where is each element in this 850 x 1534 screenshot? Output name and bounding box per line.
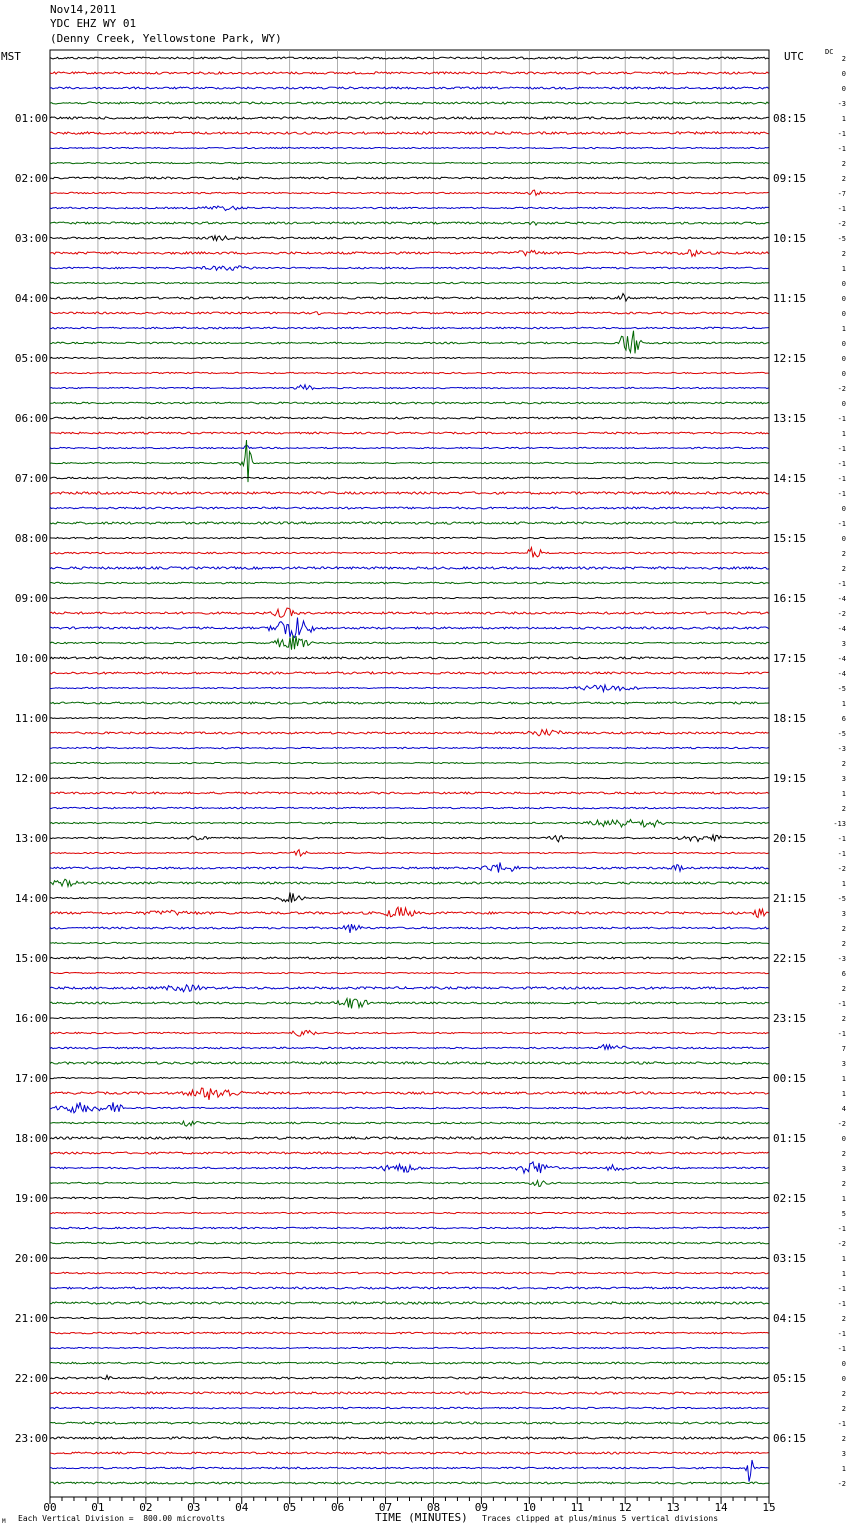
dc-offset-value: -5 xyxy=(837,685,846,693)
grid xyxy=(50,50,769,1497)
seismic-trace xyxy=(50,1332,769,1334)
seismic-trace xyxy=(50,87,769,89)
seismic-trace xyxy=(50,597,769,598)
dc-offset-value: 3 xyxy=(841,775,846,783)
seismic-trace xyxy=(50,177,769,180)
dc-offset-value: 0 xyxy=(841,505,846,513)
dc-offset-value: -4 xyxy=(837,625,846,633)
dc-offset-value: -5 xyxy=(837,235,846,243)
dc-offset-value: 2 xyxy=(841,1405,846,1413)
dc-offset-value: 2 xyxy=(841,1180,846,1188)
seismic-trace xyxy=(50,402,769,404)
seismic-trace xyxy=(50,972,769,973)
left-hour-label: 05:00 xyxy=(14,352,48,365)
right-hour-label: 02:15 xyxy=(773,1192,807,1205)
left-hour-label: 12:00 xyxy=(14,772,48,785)
x-tick-label: 10 xyxy=(522,1501,536,1514)
left-hour-label: 19:00 xyxy=(14,1192,48,1205)
right-hour-label: 03:15 xyxy=(773,1252,807,1265)
dc-offset-value: -4 xyxy=(837,595,846,603)
seismic-trace xyxy=(50,522,769,524)
seismic-trace xyxy=(50,1181,769,1187)
dc-offset-value: 1 xyxy=(841,880,846,888)
right-hour-label: 09:15 xyxy=(773,172,807,185)
seismic-trace xyxy=(50,762,769,763)
right-hour-label: 23:15 xyxy=(773,1012,807,1025)
dc-offset-value: 1 xyxy=(841,700,846,708)
dc-offset-value: 2 xyxy=(841,250,846,258)
dc-offset-value: 2 xyxy=(841,805,846,813)
dc-offset-value: -1 xyxy=(837,1000,846,1008)
left-hour-label: 21:00 xyxy=(14,1312,48,1325)
seismic-trace xyxy=(50,440,769,482)
seismic-trace xyxy=(50,1392,769,1394)
x-tick-label: 07 xyxy=(378,1501,393,1514)
left-hour-label: 20:00 xyxy=(14,1252,48,1265)
seismic-trace xyxy=(50,820,769,828)
seismic-trace xyxy=(50,507,769,509)
dc-offset-value: -1 xyxy=(837,835,846,843)
dc-offset-value: 1 xyxy=(841,1090,846,1098)
x-tick-label: 00 xyxy=(43,1501,57,1514)
dc-offset-value: 0 xyxy=(841,1375,846,1383)
right-hour-label: 16:15 xyxy=(773,592,807,605)
dc-offset-value: 4 xyxy=(841,1105,846,1113)
plot-frame xyxy=(50,50,769,1497)
dc-offset-value: -13 xyxy=(833,820,846,828)
seismic-trace xyxy=(50,327,769,329)
dc-offset-value: 0 xyxy=(841,400,846,408)
left-hour-label: 07:00 xyxy=(14,472,48,485)
dc-offset-value: -1 xyxy=(837,460,846,468)
dc-offset-value: 0 xyxy=(841,355,846,363)
x-tick-label: 03 xyxy=(187,1501,201,1514)
dc-offset-value: 1 xyxy=(841,430,846,438)
seismic-trace xyxy=(50,1272,769,1274)
dc-offset-header: DC xyxy=(825,48,834,56)
seismic-trace xyxy=(50,1452,769,1454)
dc-offset-value: 2 xyxy=(841,760,846,768)
seismic-trace xyxy=(50,222,769,226)
dc-offset-value: 1 xyxy=(841,1465,846,1473)
seismic-trace xyxy=(50,1437,769,1439)
left-hour-label: 04:00 xyxy=(14,292,48,305)
seismic-trace xyxy=(50,1212,769,1213)
right-hour-label: 11:15 xyxy=(773,292,807,305)
right-hour-label: 06:15 xyxy=(773,1432,807,1445)
dc-offset-value: -1 xyxy=(837,445,846,453)
left-hour-label: 06:00 xyxy=(14,412,48,425)
right-hour-label: 00:15 xyxy=(773,1072,807,1085)
seismic-trace xyxy=(50,792,769,794)
seismic-trace xyxy=(50,1242,769,1244)
seismic-trace xyxy=(50,850,769,856)
dc-offset-value: 6 xyxy=(841,970,846,978)
dc-offset-value: -1 xyxy=(837,1345,846,1353)
dc-offset-value: -1 xyxy=(837,145,846,153)
seismic-trace xyxy=(50,807,769,808)
dc-offset-value: 2 xyxy=(841,1390,846,1398)
dc-offset-value: -1 xyxy=(837,1330,846,1338)
right-hour-label: 08:15 xyxy=(773,112,807,125)
footer-mark: M xyxy=(2,1518,6,1525)
seismic-trace xyxy=(50,1362,769,1364)
seismic-trace xyxy=(50,190,769,195)
seismic-trace xyxy=(50,1460,769,1482)
seismic-trace xyxy=(50,892,769,902)
seismic-trace xyxy=(50,635,769,650)
x-tick-label: 11 xyxy=(570,1501,584,1514)
dc-offset-value: -1 xyxy=(837,1225,846,1233)
dc-offset-value: -1 xyxy=(837,475,846,483)
dc-offset-value: 3 xyxy=(841,1060,846,1068)
seismic-trace xyxy=(50,1302,769,1304)
x-tick-label: 08 xyxy=(426,1501,441,1514)
seismic-trace xyxy=(50,1062,769,1064)
dc-offset-value: 1 xyxy=(841,265,846,273)
left-hour-label: 01:00 xyxy=(14,112,48,125)
seismic-trace xyxy=(50,618,769,638)
seismic-trace xyxy=(50,1257,769,1258)
dc-offset-value: 0 xyxy=(841,1135,846,1143)
x-tick-label: 14 xyxy=(714,1501,728,1514)
right-hour-label: 14:15 xyxy=(773,472,807,485)
dc-offset-value: 1 xyxy=(841,790,846,798)
dc-offset-value: 0 xyxy=(841,280,846,288)
dc-offset-value: -2 xyxy=(837,610,846,618)
seismic-trace xyxy=(50,372,769,373)
dc-offset-value: 2 xyxy=(841,565,846,573)
seismic-trace xyxy=(50,162,769,163)
dc-offset-value: -2 xyxy=(837,385,846,393)
dc-offset-value: 0 xyxy=(841,1360,846,1368)
seismic-trace xyxy=(50,445,769,449)
dc-offset-value: 1 xyxy=(841,1255,846,1263)
seismic-trace xyxy=(50,942,769,943)
dc-offset-value: 0 xyxy=(841,70,846,78)
dc-offset-value: 0 xyxy=(841,370,846,378)
seismic-trace xyxy=(50,672,769,674)
dc-offset-value: 3 xyxy=(841,1450,846,1458)
seismic-trace xyxy=(50,730,769,736)
seismic-trace xyxy=(50,879,769,886)
left-hour-label: 09:00 xyxy=(14,592,48,605)
left-hour-label: 15:00 xyxy=(14,952,48,965)
seismic-trace xyxy=(50,1031,769,1037)
dc-offset-value: 0 xyxy=(841,295,846,303)
seismic-trace xyxy=(50,117,769,119)
x-tick-label: 06 xyxy=(330,1501,345,1514)
seismic-trace xyxy=(50,1347,769,1348)
right-hour-label: 12:15 xyxy=(773,352,807,365)
seismic-trace xyxy=(50,1422,769,1424)
seismic-trace xyxy=(50,1407,769,1408)
seismic-trace xyxy=(50,777,769,778)
x-tick-label: 13 xyxy=(666,1501,680,1514)
dc-offset-value: -2 xyxy=(837,220,846,228)
seismic-trace xyxy=(50,1045,769,1050)
seismic-trace xyxy=(50,998,769,1008)
dc-offset-value: 2 xyxy=(841,1435,846,1443)
x-tick-label: 09 xyxy=(474,1501,489,1514)
dc-offset-value: 1 xyxy=(841,115,846,123)
seismic-trace xyxy=(50,1197,769,1199)
dc-offset-value: 2 xyxy=(841,940,846,948)
dc-offset-value: -1 xyxy=(837,850,846,858)
dc-offset-value: 3 xyxy=(841,910,846,918)
right-hour-label: 21:15 xyxy=(773,892,807,905)
seismic-trace xyxy=(50,957,769,959)
right-hour-label: 10:15 xyxy=(773,232,807,245)
seismic-trace xyxy=(50,835,769,842)
seismic-trace xyxy=(50,1287,769,1289)
dc-offset-value: -1 xyxy=(837,1030,846,1038)
left-hour-label: 17:00 xyxy=(14,1072,48,1085)
dc-offset-value: -1 xyxy=(837,130,846,138)
seismic-trace xyxy=(50,250,769,257)
seismic-trace xyxy=(50,206,769,211)
seismic-trace xyxy=(50,1162,769,1173)
left-hour-label: 23:00 xyxy=(14,1432,48,1445)
seismic-trace xyxy=(50,907,769,917)
dc-offset-value: -4 xyxy=(837,655,846,663)
left-timezone-label: MST xyxy=(1,50,21,63)
seismic-trace xyxy=(50,282,769,283)
dc-offset-value: -5 xyxy=(837,730,846,738)
left-hour-label: 16:00 xyxy=(14,1012,48,1025)
dc-offset-value: 1 xyxy=(841,1270,846,1278)
right-hour-label: 20:15 xyxy=(773,832,807,845)
x-tick-label: 01 xyxy=(91,1501,105,1514)
dc-offset-value: -1 xyxy=(837,1300,846,1308)
dc-offset-value: 0 xyxy=(841,340,846,348)
right-timezone-label: UTC xyxy=(784,50,804,63)
dc-offset-value: -1 xyxy=(837,1285,846,1293)
seismic-trace xyxy=(50,432,769,434)
x-tick-label: 02 xyxy=(139,1501,153,1514)
seismic-trace xyxy=(50,717,769,718)
seismic-trace xyxy=(50,1375,769,1379)
seismic-trace xyxy=(50,1227,769,1229)
seismic-trace xyxy=(50,702,769,704)
x-tick-label: 05 xyxy=(283,1501,297,1514)
right-hour-label: 13:15 xyxy=(773,412,807,425)
seismic-trace xyxy=(50,985,769,992)
dc-offset-value: -3 xyxy=(837,100,846,108)
dc-offset-value: -2 xyxy=(837,1480,846,1488)
dc-offset-value: -1 xyxy=(837,1420,846,1428)
seismic-trace xyxy=(50,102,769,104)
header-station: YDC EHZ WY 01 xyxy=(50,17,137,30)
dc-offset-value: 7 xyxy=(841,1045,846,1053)
dc-offset-value: -1 xyxy=(837,205,846,213)
header-location: (Denny Creek, Yellowstone Park, WY) xyxy=(50,32,282,45)
dc-offset-value: 2 xyxy=(841,1150,846,1158)
seismic-trace xyxy=(50,147,769,148)
seismic-trace xyxy=(50,57,769,59)
seismic-trace xyxy=(50,132,769,134)
seismic-trace xyxy=(50,331,769,354)
seismic-trace xyxy=(50,608,769,617)
dc-offset-value: -1 xyxy=(837,415,846,423)
dc-offset-value: 6 xyxy=(841,715,846,723)
right-hour-label: 17:15 xyxy=(773,652,807,665)
left-hour-label: 18:00 xyxy=(14,1132,48,1145)
seismic-trace xyxy=(50,685,769,692)
footer-clip-note: Traces clipped at plus/minus 5 vertical divisions xyxy=(482,1514,719,1523)
seismic-trace xyxy=(50,417,769,419)
seismic-trace xyxy=(50,1317,769,1319)
seismic-trace xyxy=(50,294,769,302)
left-hour-label: 13:00 xyxy=(14,832,48,845)
seismic-trace xyxy=(50,312,769,315)
dc-offset-value: -7 xyxy=(837,190,846,198)
seismic-trace xyxy=(50,72,769,74)
dc-offset-value: -1 xyxy=(837,520,846,528)
right-hour-label: 22:15 xyxy=(773,952,807,965)
dc-offset-value: 2 xyxy=(841,175,846,183)
seismic-trace xyxy=(50,1137,769,1139)
dc-offset-value: 0 xyxy=(841,310,846,318)
seismic-trace xyxy=(50,1152,769,1154)
seismic-trace xyxy=(50,266,769,271)
header-date: Nov14,2011 xyxy=(50,3,117,16)
seismic-trace xyxy=(50,582,769,584)
x-tick-label: 12 xyxy=(618,1501,632,1514)
right-hour-label: 05:15 xyxy=(773,1372,807,1385)
dc-offset-value: 0 xyxy=(841,85,846,93)
seismic-trace xyxy=(50,924,769,933)
dc-offset-value: -3 xyxy=(837,745,846,753)
x-tick-label: 04 xyxy=(235,1501,249,1514)
dc-offset-value: -3 xyxy=(837,955,846,963)
dc-offset-value: 3 xyxy=(841,1165,846,1173)
dc-offset-value: 2 xyxy=(841,1315,846,1323)
right-hour-label: 01:15 xyxy=(773,1132,807,1145)
left-hour-label: 02:00 xyxy=(14,172,48,185)
dc-offset-value: 2 xyxy=(841,160,846,168)
seismic-trace xyxy=(50,1088,769,1100)
seismic-trace xyxy=(50,567,769,569)
dc-offset-value: 5 xyxy=(841,1210,846,1218)
dc-offset-value: 2 xyxy=(841,925,846,933)
seismic-trace xyxy=(50,492,769,494)
right-hour-label: 18:15 xyxy=(773,712,807,725)
x-axis-title: TIME (MINUTES) xyxy=(375,1511,468,1524)
dc-offset-value: -1 xyxy=(837,580,846,588)
dc-offset-value: -5 xyxy=(837,895,846,903)
dc-offset-value: 1 xyxy=(841,325,846,333)
seismic-trace xyxy=(50,357,769,358)
dc-offset-value: -2 xyxy=(837,865,846,873)
seismic-trace xyxy=(50,548,769,558)
dc-offset-value: 2 xyxy=(841,1015,846,1023)
seismic-trace xyxy=(50,1077,769,1078)
dc-offset-value: -2 xyxy=(837,1240,846,1248)
right-hour-label: 15:15 xyxy=(773,532,807,545)
left-hour-label: 14:00 xyxy=(14,892,48,905)
seismic-trace xyxy=(50,657,769,659)
dc-offset-value: 1 xyxy=(841,1195,846,1203)
seismic-trace xyxy=(50,385,769,390)
seismic-trace xyxy=(50,1121,769,1126)
left-hour-label: 11:00 xyxy=(14,712,48,725)
dc-offset-value: -2 xyxy=(837,1120,846,1128)
x-tick-label: 15 xyxy=(762,1501,776,1514)
seismic-trace xyxy=(50,1017,769,1018)
right-hour-label: 04:15 xyxy=(773,1312,807,1325)
left-hour-label: 10:00 xyxy=(14,652,48,665)
right-hour-label: 19:15 xyxy=(773,772,807,785)
dc-offset-value: 2 xyxy=(841,985,846,993)
trace-group xyxy=(50,57,769,1484)
left-hour-label: 22:00 xyxy=(14,1372,48,1385)
left-hour-label: 03:00 xyxy=(14,232,48,245)
dc-offset-value: 0 xyxy=(841,535,846,543)
seismic-trace xyxy=(50,537,769,538)
dc-offset-value: 3 xyxy=(841,640,846,648)
seismic-trace xyxy=(50,747,769,748)
footer-scale-note: Each Vertical Division = 800.00 microvolts xyxy=(18,1514,226,1523)
dc-offset-value: -4 xyxy=(837,670,846,678)
seismic-trace xyxy=(50,863,769,873)
dc-offset-value: -1 xyxy=(837,490,846,498)
seismic-trace xyxy=(50,1102,769,1113)
seismic-trace xyxy=(50,477,769,479)
seismic-trace xyxy=(50,1482,769,1484)
seismic-trace xyxy=(50,236,769,241)
dc-offset-value: 2 xyxy=(841,55,846,63)
dc-offset-value: 2 xyxy=(841,550,846,558)
dc-offset-value: 1 xyxy=(841,1075,846,1083)
left-hour-label: 08:00 xyxy=(14,532,48,545)
